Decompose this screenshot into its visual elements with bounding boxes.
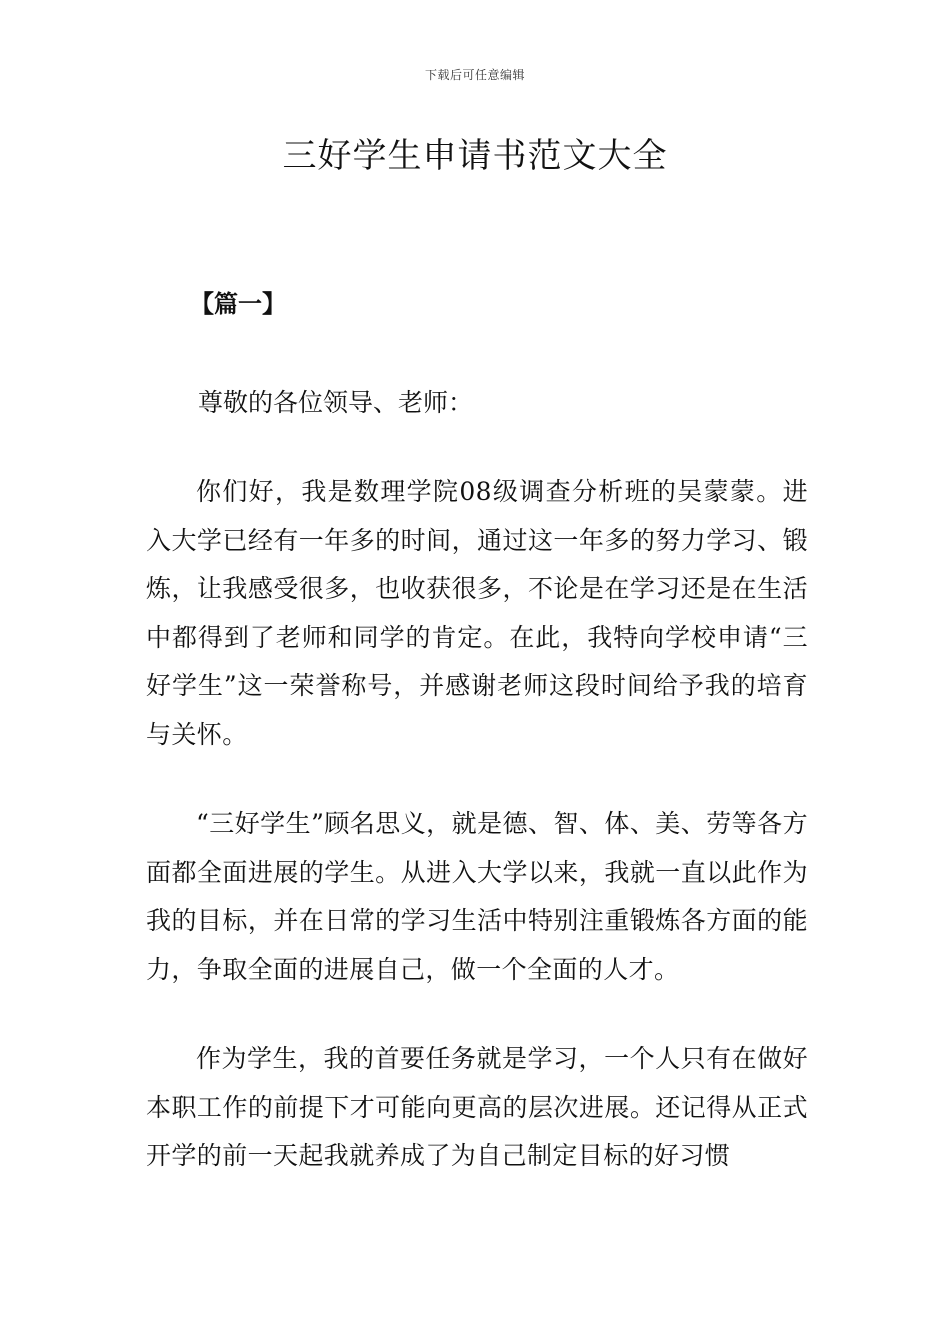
document-body — [146, 280, 808, 1181]
paragraph-2: “三好学生”顾名思义，就是德、智、体、美、劳等各方面都全面进展的学生。从进入大学以来，我就一直以此作为我的目标，并在日常的学习生活中特别注重锻炼各方面的能力，争取全面的进展自己，做一个全面的人才。 — [146, 809, 808, 984]
document-title: 三好学生申请书范文大全 — [282, 136, 668, 176]
paragraph-3: 作为学生，我的首要任务就是学习，一个人只有在做好本职工作的前提下才可能向更高的层次进展。还记得从正式开学的前一天起我就养成了为自己制定目标的好习惯 — [146, 1044, 808, 1170]
salutation: 尊敬的各位领导、老师： — [198, 387, 474, 417]
paragraph-1: 你们好，我是数理学院08级调查分析班的吴蒙蒙。进入大学已经有一年多的时间，通过这一年多的努力学习、锻炼，让我感受很多，也收获很多，不论是在学习还是在生活中都得到了老师和同学的肯定。在此，我特向学校申请“三好学生”这一荣誉称号，并感谢老师这段时间给予我的培育与关怀。 — [146, 477, 808, 749]
header-note: 下载后可任意编辑 — [424, 68, 525, 82]
section-label: 【篇一】 — [190, 290, 286, 318]
